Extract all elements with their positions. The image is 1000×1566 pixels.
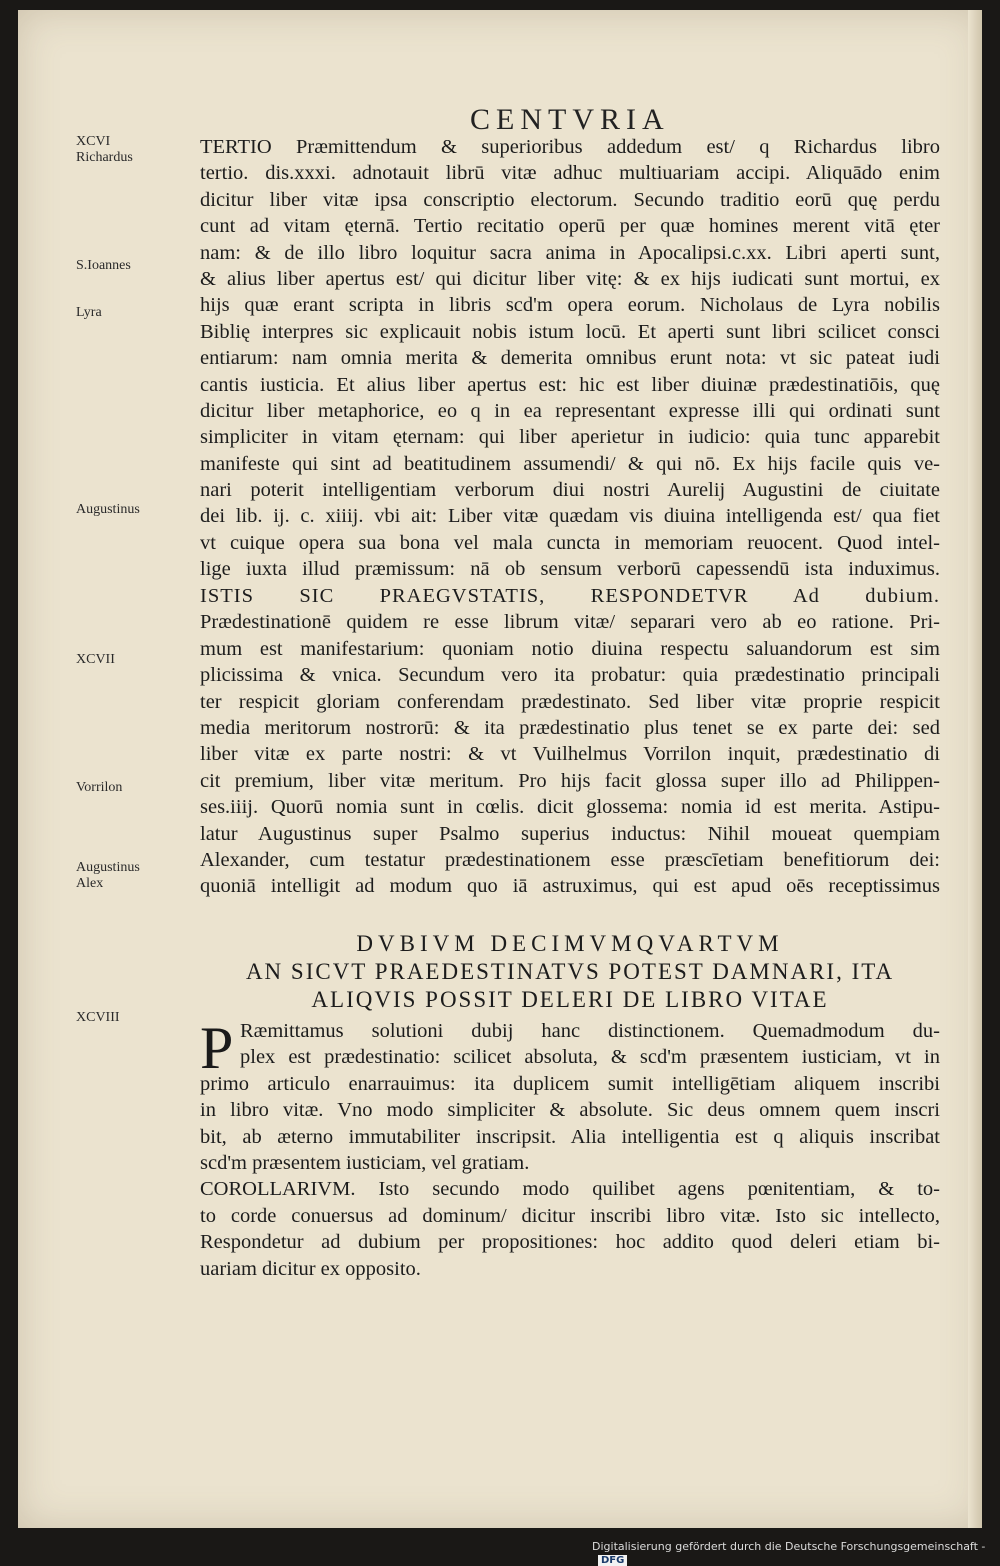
dfg-logo: DFG bbox=[598, 1555, 627, 1566]
section-lead-line: ISTIS SIC PRAEGVSTATIS, RESPONDETVR Ad dubium. bbox=[200, 585, 940, 607]
text-line: entiarum: nam omnia merita & demerita omnibus erunt nota: vt sic pateat iudi bbox=[200, 347, 940, 370]
drop-cap: P bbox=[200, 1015, 234, 1081]
margin-note-xcvii: XCVII bbox=[76, 652, 115, 667]
credit-text: Digitalisierung gefördert durch die Deutsche Forschungsgemeinschaft - bbox=[592, 1540, 986, 1553]
text-line: hijs quæ erant scripta in libris scd'm opera eorum. Nicholaus de Lyra nobilis bbox=[200, 294, 940, 317]
text-line: TERTIO Præmittendum & superioribus addedum est/ q Richardus libro bbox=[200, 136, 940, 158]
text-line: bit, ab æterno immutabiliter inscripsit. Alia intelligentia est q aliquis inscribat bbox=[200, 1125, 940, 1148]
text-line: mum est manifestarium: quoniam notio diuina respectu saluandorum est sim bbox=[200, 637, 940, 660]
text-line: uariam dicitur ex opposito. bbox=[200, 1257, 421, 1280]
text-line: simpliciter in vitam ęternam: qui liber aperietur in iudicio: quia tunc apparebit bbox=[200, 426, 940, 449]
text-line: vt cuique opera sua bona vel mala cuncta in memoriam reuocent. Quod intel- bbox=[200, 531, 940, 554]
text-line: lige iuxta illud præmissum: nā ob sensum verborū capessendū ista induximus. bbox=[200, 558, 940, 581]
margin-note-xcvi: XCVI bbox=[76, 134, 111, 149]
text-line: primo articulo enarrauimus: ita duplicem sumit intelligētiam aliquem inscribi bbox=[200, 1072, 940, 1095]
text-line: quoniā intelligit ad modum quo iā astruximus, qui est apud oēs receptissimus bbox=[200, 875, 940, 898]
text-block-2 bbox=[200, 583, 940, 900]
page-edge bbox=[968, 10, 982, 1528]
text-line: nam: & de illo libro loquitur sacra anima in Apocalipsi.c.xx. Libri aperti sunt, bbox=[200, 241, 940, 264]
margin-note-augustinus: Augustinus bbox=[76, 502, 140, 517]
text-line: & alius liber apertus est/ qui dicitur liber vitę: & ex hijs iudicati sunt mortui, ex bbox=[200, 267, 940, 290]
text-line: nari poterit intelligentiam verborum diui nostri Aurelij Augustini de ciuitate bbox=[200, 479, 940, 502]
margin-note-lyra: Lyra bbox=[76, 305, 102, 320]
margin-note-augustinus-2: Augustinus bbox=[76, 860, 140, 875]
running-head: CENTVRIA bbox=[470, 103, 670, 136]
digitization-credit bbox=[592, 1540, 1000, 1566]
text-line: Ræmittamus solutioni dubij hanc distinctionem. Quemadmodum du- bbox=[240, 1020, 940, 1042]
text-line: ter respicit gloriam conferendam prædestinato. Sed liber vitæ proprie respicit bbox=[200, 690, 940, 713]
heading-line: ALIQVIS POSSIT DELERI DE LIBRO VITAE bbox=[311, 987, 829, 1012]
text-line: liber vitæ ex parte nostri: & vt Vuilhelmus Vorrilon inquit, prædestinatio di bbox=[200, 743, 940, 766]
margin-note-vorrilon: Vorrilon bbox=[76, 780, 123, 795]
text-block-3 bbox=[200, 1015, 940, 1282]
text-line: scd'm præsentem iusticiam, vel gratiam. bbox=[200, 1151, 530, 1174]
text-line: plicissima & vnica. Secundum vero ita probatur: quia prædestinatio principali bbox=[200, 664, 940, 687]
text-line: COROLLARIVM. Isto secundo modo quilibet agens pœnitentiam, & to- bbox=[200, 1178, 940, 1201]
text-line: ses.iiij. Quorū nomia sunt in cœlis. dicit glossema: nomia id est merita. Astipu- bbox=[200, 796, 940, 819]
text-line: latur Augustinus super Psalmo superius inductus: Nihil moueat quempiam bbox=[200, 822, 940, 845]
text-line: dicitur liber vitæ ipsa conscriptio electorum. Secundo traditio eorū quę perdu bbox=[200, 188, 940, 211]
text-line: plex est prædestinatio: scilicet absoluta, & scd'm præsentem iusticiam, vt in bbox=[240, 1046, 940, 1069]
text-line: cit premium, liber vitæ meritum. Pro hijs facit glossa super illo ad Philippen- bbox=[200, 769, 940, 792]
text-line: Alexander, cum testatur prædestinationem esse præscīetiam benefitiorum dei: bbox=[200, 848, 940, 871]
margin-note-alex: Alex bbox=[76, 876, 104, 891]
margin-note-richardus: Richardus bbox=[76, 150, 133, 165]
text-line: Prædestinationē quidem re esse librum vitæ/ separari vero ab eo ratione. Pri- bbox=[200, 611, 940, 634]
section-heading bbox=[200, 930, 940, 1014]
margin-note-xcviii: XCVIII bbox=[76, 1010, 120, 1025]
heading-line: DVBIVM DECIMVMQVARTVM bbox=[356, 931, 784, 956]
text-line: Respondetur ad dubium per propositiones: hoc addito quod deleri etiam bi- bbox=[200, 1231, 940, 1254]
text-line: cantis iusticia. Et alius liber apertus est: hic est liber diuinæ prædestinatiōis, quę bbox=[200, 373, 940, 396]
text-block-1 bbox=[200, 134, 940, 583]
text-line: in libro vitæ. Vno modo simpliciter & absolute. Sic deus omnem quem inscri bbox=[200, 1099, 940, 1122]
text-line: dei lib. ij. c. xiiij. vbi ait: Liber vitæ quædam vis diuina intelligenda est/ qua fiet bbox=[200, 505, 940, 528]
text-line: to corde conuersus ad dominum/ dicitur inscribi libro vitæ. Isto sic intellecto, bbox=[200, 1204, 940, 1227]
margin-note-s-ioannes: S.Ioannes bbox=[76, 258, 131, 273]
text-line: manifeste qui sint ad beatitudinem assumendi/ & qui nō. Ex hijs facile quis ve- bbox=[200, 452, 940, 475]
heading-line: AN SICVT PRAEDESTINATVS POTEST DAMNARI, ITA bbox=[245, 959, 895, 984]
text-line: dicitur liber metaphorice, eo q in ea representant expresse illi qui ordinati sunt bbox=[200, 399, 940, 422]
text-line: media meritorum nostrorū: & ita prædestinatio plus tenet se ex parte dei: sed bbox=[200, 716, 940, 739]
text-line: cunt ad vitam ęternā. Tertio recitatio operū per quæ homines merent vitā ęter bbox=[200, 215, 940, 238]
text-line: tertio. dis.xxxi. adnotauit librū vitæ adhuc multiuariam accipi. Aliquādo enim bbox=[200, 162, 940, 185]
text-line: Biblię interpres sic explicauit nobis istum locū. Et aperti sunt libri scilicet consci bbox=[200, 320, 940, 343]
